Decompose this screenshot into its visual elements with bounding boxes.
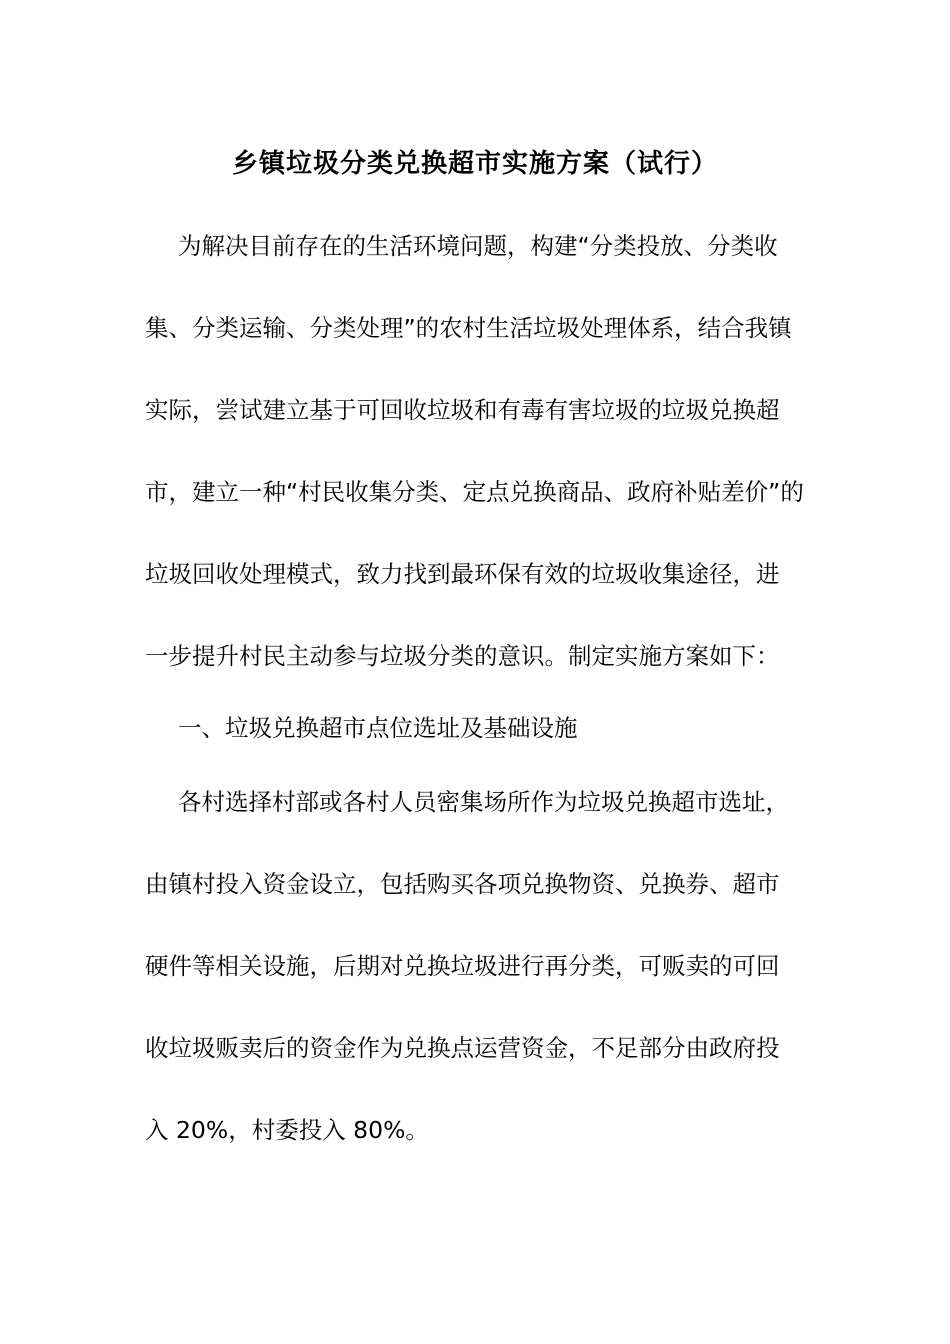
paragraph-1-line-4: 市，建立一种“村民收集分类、定点兑换商品、政府补贴差价”的: [145, 478, 804, 506]
paragraph-2-line-1: 各村选择村部或各村人员密集场所作为垃圾兑换超市选址，: [178, 788, 789, 816]
paragraph-1-line-1: 为解决目前存在的生活环境问题，构建“分类投放、分类收: [178, 232, 778, 260]
document-title: 乡镇垃圾分类兑换超市实施方案（试行）: [231, 149, 718, 179]
paragraph-1-line-5: 垃圾回收处理模式，致力找到最环保有效的垃圾收集途径，进: [145, 560, 780, 588]
paragraph-2-line-4: 收垃圾贩卖后的资金作为兑换点运营资金，不足部分由政府投: [145, 1034, 780, 1062]
section-1-heading: 一、垃圾兑换超市点位选址及基础设施: [178, 714, 578, 742]
paragraph-1-line-2: 集、分类运输、分类处理”的农村生活垃圾处理体系，结合我镇: [145, 314, 792, 342]
paragraph-1-line-6: 一步提升村民主动参与垃圾分类的意识。制定实施方案如下：: [145, 642, 780, 670]
paragraph-2-line-5: 入 20%，村委投入 80%。: [145, 1116, 429, 1144]
paragraph-2-line-2: 由镇村投入资金设立，包括购买各项兑换物资、兑换券、超市: [145, 870, 780, 898]
paragraph-2-line-3: 硬件等相关设施，后期对兑换垃圾进行再分类，可贩卖的可回: [145, 952, 780, 980]
paragraph-1-line-3: 实际，尝试建立基于可回收垃圾和有毒有害垃圾的垃圾兑换超: [145, 396, 780, 424]
